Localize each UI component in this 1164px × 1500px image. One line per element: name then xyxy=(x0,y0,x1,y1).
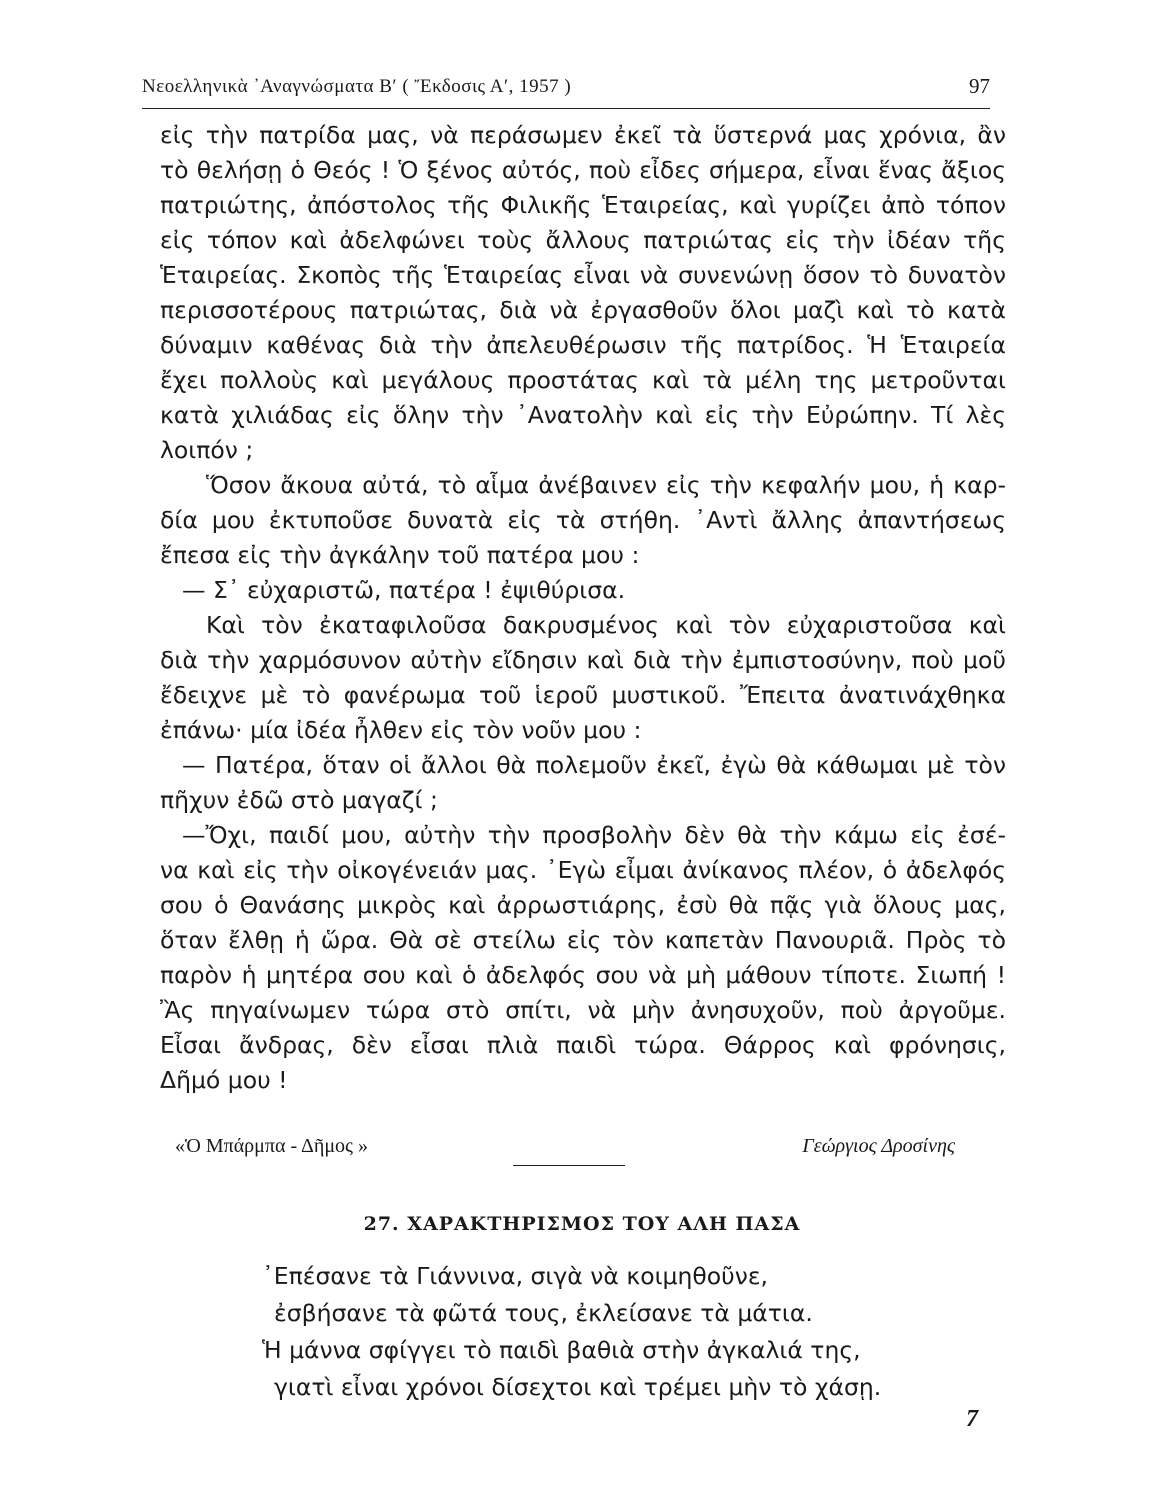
text-line: ἐπάνω· μία ἰδέα ἦλθεν εἰς τὸν νοῦν μου : xyxy=(160,716,642,744)
text-line: διὰ τὴν χαρμόσυνον αὐτὴν εἴδησιν καὶ διὰ τὴν ἐμπιστοσύνην, ποὺ μοῦ xyxy=(160,646,1006,674)
text-line: ἔχει πολλοὺς καὶ μεγάλους προστάτας καὶ τὰ μέλη της μετροῦνται xyxy=(160,366,1006,394)
text-line: ὅταν ἔλθῃ ἡ ὥρα. Θὰ σὲ στείλω εἰς τὸν καπετὰν Πανουριᾶ. Πρὸς τὸ xyxy=(160,926,1006,954)
text-line: σου ὁ Θανάσης μικρὸς καὶ ἀρρωστιάρης, ἐσὺ θὰ πᾷς γιὰ ὅλους μας, xyxy=(160,891,1006,919)
page-number: 97 xyxy=(969,74,990,98)
poem-line: γιατὶ εἶναι χρόνοι δίσεχτοι καὶ τρέμει μὴν τὸ χάσῃ. xyxy=(274,1373,882,1401)
dialogue-line: — Πατέρα, ὅταν οἱ ἄλλοι θὰ πολεμοῦν ἐκεῖ, ἐγὼ θὰ κάθωμαι μὲ τὸν xyxy=(182,751,1006,779)
header-rule xyxy=(142,108,990,109)
attribution-divider xyxy=(513,1165,625,1166)
text-line: Εἶσαι ἄνδρας, δὲν εἶσαι πλιὰ παιδὶ τώρα. Θάρρος καὶ φρόνησις, xyxy=(160,1031,1006,1059)
text-line: Ἑταιρείας. Σκοπὸς τῆς Ἑταιρείας εἶναι νὰ συνενώνῃ ὅσον τὸ δυνατὸν xyxy=(160,261,1006,289)
text-line: Καὶ τὸν ἐκαταφιλοῦσα δακρυσμένος καὶ τὸν εὐχαριστοῦσα καὶ xyxy=(206,611,1006,639)
signature-number: 7 xyxy=(966,1406,978,1432)
header-title: Νεοελληνικὰ ᾿Αναγνώσματα Β′ ( Ἔκδοσις Α′, 1957 ) xyxy=(142,76,572,97)
dialogue-line: —Ὄχι, παιδί μου, αὐτὴν τὴν προσβολὴν δὲν θὰ τὴν κάμω εἰς ἐσέ- xyxy=(182,821,1006,849)
text-line: Ὅσον ἄκουα αὐτά, τὸ αἷμα ἀνέβαινεν εἰς τὴν κεφαλήν μου, ἡ καρ- xyxy=(206,471,1006,499)
poem-line: ἐσβήσανε τὰ φῶτά τους, ἐκλείσανε τὰ μάτια. xyxy=(274,1299,813,1327)
text-line: ἔπεσα εἰς τὴν ἀγκάλην τοῦ πατέρα μου : xyxy=(160,541,640,569)
text-line: δύναμιν καθένας διὰ τὴν ἀπελευθέρωσιν τῆς πατρίδος. Ἡ Ἑταιρεία xyxy=(160,331,1006,359)
prose-body xyxy=(160,118,1006,1098)
text-line: εἰς τὴν πατρίδα μας, νὰ περάσωμεν ἐκεῖ τὰ ὕστερνά μας χρόνια, ἂν xyxy=(160,121,1006,149)
poem-body xyxy=(262,1258,922,1406)
text-line: πατριώτης, ἀπόστολος τῆς Φιλικῆς Ἑταιρείας, καὶ γυρίζει ἀπὸ τόπον xyxy=(160,191,1006,219)
text-line: κατὰ χιλιάδας εἰς ὅλην τὴν ᾿Ανατολὴν καὶ εἰς τὴν Εὐρώπην. Τί λὲς xyxy=(160,401,1006,429)
poem-line: Ἡ μάννα σφίγγει τὸ παιδὶ βαθιὰ στὴν ἀγκαλιά της, xyxy=(262,1336,861,1364)
text-line: πῆχυν ἐδῶ στὸ μαγαζί ; xyxy=(160,786,438,814)
attribution xyxy=(175,1135,955,1175)
text-line: Δῆμό μου ! xyxy=(160,1066,288,1094)
dialogue-line: — Σ᾿ εὐχαριστῶ, πατέρα ! ἐψιθύρισα. xyxy=(182,576,626,604)
section-heading: 27. ΧΑΡΑΚΤΗΡΙΣΜΟΣ ΤΟΥ ΑΛΗ ΠΑΣΑ xyxy=(363,1213,801,1235)
source-title: «Ὁ Μπάρμπα - Δῆμος » xyxy=(175,1135,368,1157)
text-line: να καὶ εἰς τὴν οἰκογένειάν μας. ᾿Εγὼ εἶμαι ἀνίκανος πλέον, ὁ ἀδελφός xyxy=(160,856,1006,884)
text-line: δία μου ἐκτυποῦσε δυνατὰ εἰς τὰ στήθη. ᾿Αντὶ ἄλλης ἀπαντήσεως xyxy=(160,506,1006,534)
text-line: τὸ θελήσῃ ὁ Θεός ! Ὁ ξένος αὐτός, ποὺ εἶδες σήμερα, εἶναι ἕνας ἄξιος xyxy=(160,156,1006,184)
text-line: ἔδειχνε μὲ τὸ φανέρωμα τοῦ ἱεροῦ μυστικοῦ. Ἔπειτα ἀνατινάχθηκα xyxy=(160,681,1006,709)
text-line: εἰς τόπον καὶ ἀδελφώνει τοὺς ἄλλους πατριώτας εἰς τὴν ἰδέαν τῆς xyxy=(160,226,1006,254)
text-line: Ἂς πηγαίνωμεν τώρα στὸ σπίτι, νὰ μὴν ἀνησυχοῦν, ποὺ ἀργοῦμε. xyxy=(160,996,1006,1024)
text-line: περισσοτέρους πατριώτας, διὰ νὰ ἐργασθοῦν ὅλοι μαζὶ καὶ τὸ κατὰ xyxy=(160,296,1006,324)
text-line: παρὸν ἡ μητέρα σου καὶ ὁ ἀδελφός σου νὰ μὴ μάθουν τίποτε. Σιωπή ! xyxy=(160,961,1006,989)
author-name: Γεώργιος Δροσίνης xyxy=(802,1135,955,1157)
poem-line: ᾿Επέσανε τὰ Γιάννινα, σιγὰ νὰ κοιμηθοῦνε, xyxy=(262,1262,769,1290)
text-line: λοιπόν ; xyxy=(160,436,254,464)
running-header xyxy=(142,70,990,110)
